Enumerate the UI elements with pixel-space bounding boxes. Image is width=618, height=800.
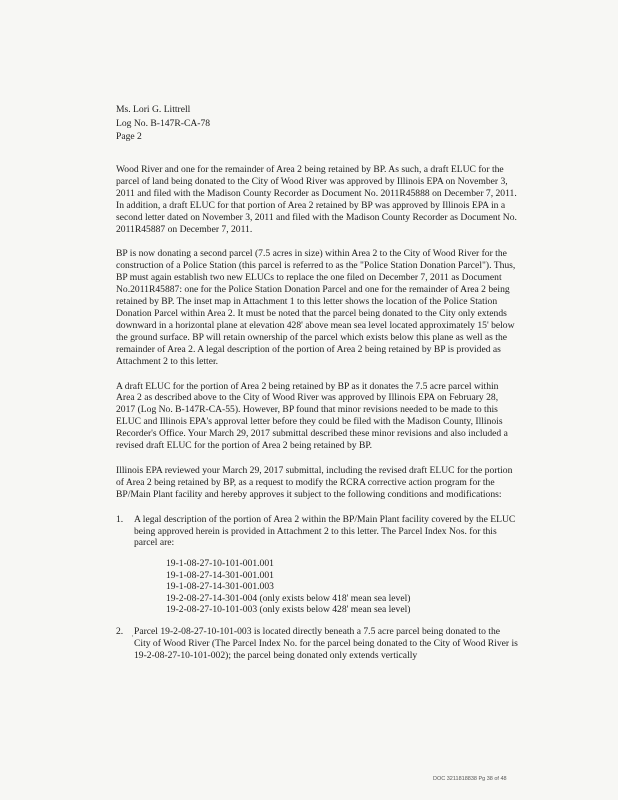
parcel-index-number: 19-2-08-27-10-101-003 (only exists below 428' mean sea level): [166, 604, 411, 616]
condition-number: 1.: [116, 513, 124, 525]
page-number: Page 2: [116, 131, 142, 142]
margin-mark: ·: [131, 631, 134, 641]
parcel-index-list: [166, 558, 518, 616]
condition-item-2: [116, 626, 518, 662]
document-footer-stamp: DOC 3211818838 Pg 38 of 48: [433, 776, 507, 782]
condition-number: 2.: [116, 625, 124, 637]
parcel-index-number: 19-1-08-27-14-301-001.003: [166, 581, 274, 593]
paragraph-1: Wood River and one for the remainder of Area 2 being retained by BP. As such, a draft ELUC for the parcel of land being donated to the City of Wood River was approved by Illinois EPA on November 3, 2011 and filed with the Madison County Recorder as Document No. 2011R45888 on December 7, 2011. In addition, a draft ELUC for that portion of Area 2 retained by BP was approved by Illinois EPA in a second letter dated on November 3, 2011 and filed with the Madison County Recorder as Document No. 2011R45887 on December 7, 2011.: [116, 164, 517, 235]
letter-body: [116, 164, 518, 672]
parcel-index-number: 19-2-08-27-14-301-004 (only exists below 418' mean sea level): [166, 592, 411, 604]
log-number: Log No. B-147R-CA-78: [116, 117, 211, 129]
recipient-name: Ms. Lori G. Littrell: [116, 104, 191, 115]
condition-item-1: [116, 514, 518, 616]
letter-header: [116, 103, 210, 144]
paragraph-4: Illinois EPA reviewed your March 29, 2017 submittal, including the revised draft ELUC for the portion of Area 2 being retained by BP, as a request to modify the RCRA corrective action program for the BP/Main Plant facility and hereby approves it subject to the following conditions and modifications:: [116, 464, 513, 500]
paragraph-2: BP is now donating a second parcel (7.5 acres in size) within Area 2 to the City of Wood River for the construction of a Police Station (this parcel is referred to as the "Police Station Donation Parcel"). Thus, BP must again establish two new ELUCs to replace the one filed on December 7, 2011 as Document No.2011R45887: one for the Police Station Donation Parcel and one for the remainder of Area 2 being retained by BP. The inset map in Attachment 1 to this letter shows the location of the Police Station Donation Parcel within Area 2. It must be noted that the parcel being donated to the City only extends downward in a horizontal plane at elevation 428' above mean sea level located approximately 15' below the ground surface. BP will retain ownership of the parcel which exists below this plane as well as the remainder of Area 2. A legal description of the portion of Area 2 being retained by BP is provided as Attachment 2 to this letter.: [116, 248, 516, 367]
parcel-index-number: 19-1-08-27-14-301-001.001: [166, 569, 274, 581]
paragraph-3: A draft ELUC for the portion of Area 2 being retained by BP as it donates the 7.5 acre parcel within Area 2 as described above to the City of Wood River was approved by Illinois EPA on February 28, 2017 (Log No. B-147R-CA-55). However, BP found that minor revisions needed to be made to this ELUC and Illinois EPA's approval letter before they could be filed with the Madison County, Illinois Recorder's Office. Your March 29, 2017 submittal described these minor revisions and also included a revised draft ELUC for the portion of Area 2 being retained by BP.: [116, 380, 508, 452]
condition-text: Parcel 19-2-08-27-10-101-003 is located directly beneath a 7.5 acre parcel being donated to the City of Wood River (The Parcel Index No. for the parcel being donated to the City of Wood River is 19-2-08-27-10-101-002); the parcel being donated only extends vertically: [134, 625, 518, 661]
parcel-index-number: 19-1-08-27-10-101-001.001: [166, 558, 274, 570]
condition-text: A legal description of the portion of Area 2 within the BP/Main Plant facility covered by the ELUC being approved herein is provided in Attachment 2 to this letter. The Parcel Index Nos. for this parcel are:: [134, 513, 516, 549]
